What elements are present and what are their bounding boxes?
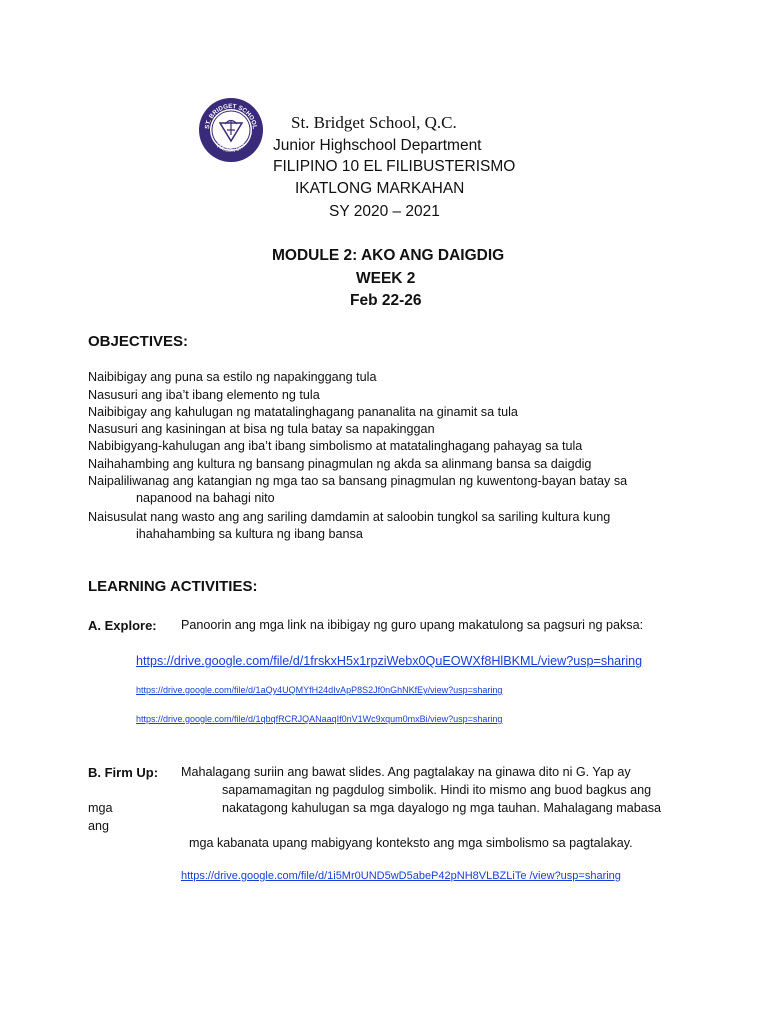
firmup-label: B. Firm Up: xyxy=(88,765,159,780)
objective-item-continued: napanood na bahagi nito xyxy=(136,491,275,505)
firmup-link[interactable]: https://drive.google.com/file/d/1i5Mr0UND5wD5abeP42pNH8VLBZLiTe /view?usp=sharing xyxy=(181,870,621,882)
objective-item: Nasusuri ang kasiningan at bisa ng tula batay sa napakinggan xyxy=(88,422,435,436)
explore-link-1[interactable]: https://drive.google.com/file/d/1frskxH5x1rpziWebx0QuEOWXf8HlBKML/view?usp=sharing xyxy=(136,654,643,668)
svg-text:ST. BRIDGET SCHOOL: ST. BRIDGET SCHOOL xyxy=(203,102,259,130)
module-dates: Feb 22-26 xyxy=(350,292,422,309)
firmup-line-1: Mahalagang suriin ang bawat slides. Ang pagtalakay na ginawa dito ni G. Yap ay xyxy=(181,765,631,779)
firmup-line-5: mga kabanata upang mabigyang konteksto ang mga simbolismo sa pagtalakay. xyxy=(189,836,633,850)
firmup-line-3: nakatagong kahulugan sa mga dayalogo ng mga tauhan. Mahalagang mabasa xyxy=(222,801,662,815)
school-name: St. Bridget School, Q.C. xyxy=(291,113,457,132)
objective-item-continued: ihahahambing sa kultura ng ibang bansa xyxy=(136,527,363,541)
explore-link-2[interactable]: https://drive.google.com/file/d/1aQy4UQMYfH24dIvApP8S2Jf0nGhNKfEy/view?usp=sharing xyxy=(136,685,503,695)
objective-item: Naisusulat nang wasto ang ang sariling damdamin at saloobin tungkol sa sariling kultura kung xyxy=(88,510,611,524)
explore-text: Panoorin ang mga link na ibibigay ng guro upang makatulong sa pagsuri ng paksa: xyxy=(181,618,644,632)
objective-item: Nasusuri ang iba’t ibang elemento ng tula xyxy=(88,388,320,402)
quarter-title: IKATLONG MARKAHAN xyxy=(295,180,465,197)
objective-item: Nabibigyang-kahulugan ang iba’t ibang simbolismo at matatalinghagang pahayag sa tula xyxy=(88,439,583,453)
objective-item: Naibibigay ang puna sa estilo ng napakinggang tula xyxy=(88,370,377,384)
module-title: MODULE 2: AKO ANG DAIGDIG xyxy=(272,247,505,264)
svg-text:QUEZON CITY: QUEZON CITY xyxy=(214,142,248,155)
school-logo xyxy=(198,97,264,163)
activities-heading: LEARNING ACTIVITIES: xyxy=(88,578,258,595)
firmup-line-2: sapamamagitan ng pagdulog simbolik. Hindi ito mismo ang buod bagkus ang xyxy=(222,783,652,797)
firmup-line-4: ang xyxy=(88,819,110,833)
subject-title: FILIPINO 10 EL FILIBUSTERISMO xyxy=(273,158,516,175)
objective-item: Naipaliliwanag ang katangian ng mga tao sa bansang pinagmulan ng kuwentong-bayan batay sa xyxy=(88,474,628,488)
department: Junior Highschool Department xyxy=(273,137,482,154)
school-year: SY 2020 – 2021 xyxy=(329,203,440,220)
module-week: WEEK 2 xyxy=(356,270,416,287)
explore-link-3[interactable]: https://drive.google.com/file/d/1qbqfRCRJQANaaqIf0nV1Wc9xqum0mxBi/view?usp=sharing xyxy=(136,714,503,724)
explore-label: A. Explore: xyxy=(88,618,157,633)
objective-item: Naihahambing ang kultura ng bansang pinagmulan ng akda sa alinmang bansa sa daigdig xyxy=(88,457,592,471)
firmup-line-3-left: mga xyxy=(88,801,113,815)
objective-item: Naibibigay ang kahulugan ng matatalinghagang pananalita na ginamit sa tula xyxy=(88,405,518,419)
objectives-heading: OBJECTIVES: xyxy=(88,333,189,350)
